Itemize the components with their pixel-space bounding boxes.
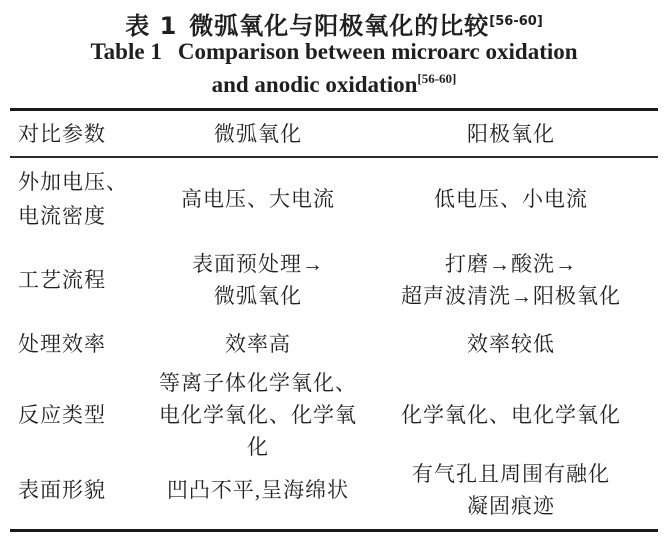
table-caption-en-text2: and anodic oxidation [211,72,418,97]
cell-line: 效率较低 [467,331,555,356]
cell-parameter [10,327,152,361]
cell-line: 高电压、大电流 [181,187,335,211]
cell-line: 效率高 [225,331,291,356]
cell-line: 化学氧化、电化学氧化 [401,403,621,427]
table-number-zh: 表 1 [125,12,178,40]
cell-line: 表面预处理→ [192,252,324,276]
cell-line: 工艺流程 [18,268,106,292]
cell-line: 电流密度 [18,204,106,228]
cell-microarc [152,367,364,463]
cell-microarc [152,328,364,360]
table-number-en: Table 1 [90,39,162,64]
cell-anodic [364,183,658,215]
comparison-table [10,108,658,532]
cell-line: 有气孔且周围有融化 [412,462,610,486]
column-header-anodic-oxidation: 阳极氧化 [467,121,555,146]
cell-line: 电化学氧化、化学氧化 [159,403,357,459]
cell-parameter [10,165,152,233]
cell-microarc [152,248,364,312]
table-caption-english-line1 [0,38,668,65]
cell-line: 处理效率 [18,331,106,356]
cell-anodic [364,328,658,360]
cell-line: 等离子体化学氧化、 [159,371,357,395]
table-row-voltage-current [10,158,658,240]
cell-line: 微弧氧化 [214,284,302,308]
cell-parameter [10,473,152,507]
table-row-reaction-type [10,367,658,459]
table-row-process-flow [10,240,658,320]
cell-line: 外加电压、 [18,170,128,194]
cell-parameter [10,263,152,297]
citation-ref-zh: [56-60] [489,14,543,29]
cell-line: 凹凸不平,呈海绵状 [166,478,350,502]
cell-anodic [364,458,658,522]
table-row-efficiency [10,320,658,367]
cell-parameter [10,398,152,432]
table-caption-en-text1: Comparison between microarc oxidation [177,39,578,64]
table-caption-zh-text: 微弧氧化与阳极氧化的比较 [189,12,490,40]
cell-anodic [364,248,658,312]
column-header-microarc-oxidation: 微弧氧化 [214,121,302,146]
cell-line: 打磨→酸洗→ [445,252,577,276]
cell-line: 超声波清洗→阳极氧化 [401,284,621,308]
cell-anodic [364,399,658,431]
citation-ref-en: [56-60] [417,71,457,86]
table-header-row [10,111,658,158]
table-caption-chinese [0,6,668,38]
cell-microarc [152,183,364,215]
cell-line: 反应类型 [18,403,106,427]
cell-microarc [152,474,364,506]
table-caption-english-line2 [0,65,668,98]
cell-line: 表面形貌 [18,478,106,502]
cell-line: 低电压、小电流 [434,187,588,211]
column-header-parameter: 对比参数 [18,121,106,146]
cell-line: 凝固痕迹 [467,494,555,518]
